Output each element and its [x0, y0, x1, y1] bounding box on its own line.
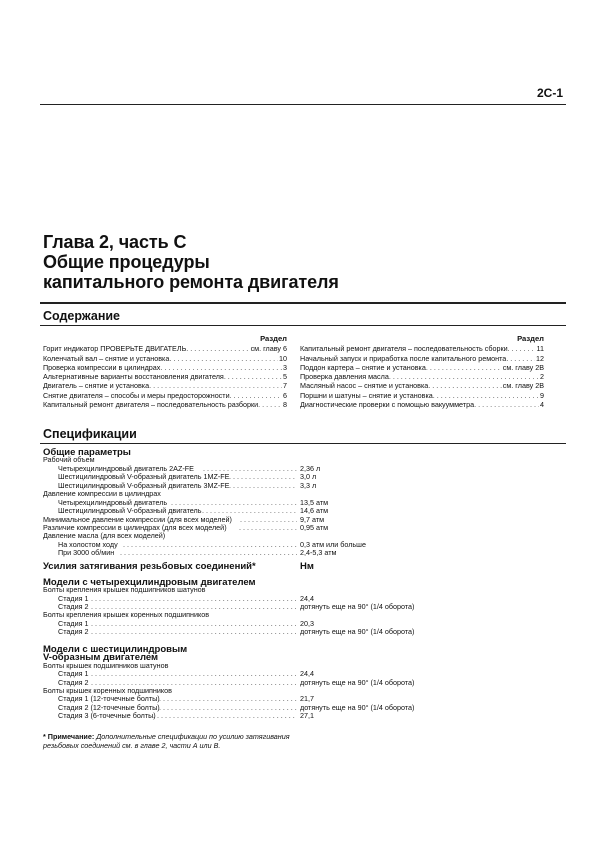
spec-label: Стадия 1 [58, 669, 89, 679]
toc-entry-ref: 9 [540, 390, 544, 400]
toc-entry[interactable] [300, 354, 544, 363]
toc-entry-label: Двигатель – снятие и установка [43, 381, 150, 391]
toc-entry-label: Капитальный ремонт двигателя – последовательность сборки [300, 344, 508, 354]
leader-dots [155, 695, 297, 703]
contents-column-header: Раздел [260, 334, 287, 343]
leader-dots [155, 704, 297, 712]
leader-dots [428, 381, 501, 390]
leader-dots [149, 712, 297, 720]
toc-entry-ref: 5 [283, 372, 287, 382]
leader-dots [91, 595, 297, 603]
toc-entry-ref: 11 [536, 344, 544, 354]
specs-rule [40, 443, 566, 444]
footnote-text: Дополнительные спецификации по усилию затягивания резьбовых соединений см. в главе 2, части А или В. [43, 732, 290, 750]
spec-label: Стадия 2 [58, 627, 89, 637]
spec-value: дотянуть еще на 90° (1/4 оборота) [300, 677, 415, 687]
spec-value: 0,3 атм или больше [300, 539, 366, 549]
spec-label: Стадия 2 (12-точечные болты) [58, 702, 160, 712]
section-subheading: Модели с четырехцилиндровым двигателем [43, 576, 256, 588]
leader-dots [160, 363, 282, 372]
toc-entry-ref: 6 [283, 390, 287, 400]
spec-label: При 3000 об/мин [58, 548, 115, 558]
spec-label: Болты крышек подшипников шатунов [43, 660, 169, 670]
spec-label: Четырехцилиндровый двигатель 2AZ-FE [58, 463, 194, 473]
leader-dots [230, 391, 282, 400]
header-rule [40, 104, 566, 105]
spec-label: Минимальное давление компрессии (для всех моделей) [43, 514, 232, 524]
toc-entry-label: Снятие двигателя – способы и меры предосторожности [43, 390, 230, 400]
toc-entry-label: Диагностические проверки с помощью вакуумметра [300, 400, 475, 410]
spec-label: Шестицилиндровый V-образный двигатель 3MZ-FE [58, 480, 230, 490]
spec-value: 20,3 [300, 618, 314, 628]
leader-dots [229, 482, 297, 490]
chapter-title-line-1: Глава 2, часть С [43, 232, 187, 252]
toc-entry-label: Горит индикатор ПРОВЕРЬТЕ ДВИГАТЕЛЬ [43, 344, 187, 354]
leader-dots [258, 400, 282, 409]
toc-entry-label: Альтернативные варианты восстановления двигателя [43, 372, 224, 382]
toc-entry[interactable] [43, 363, 287, 372]
spec-row [43, 712, 563, 720]
general-params-heading [43, 448, 563, 456]
spec-label: Болты крышек коренных подшипников [43, 685, 172, 695]
toc-entry[interactable] [43, 344, 287, 353]
footnote [43, 733, 293, 750]
spec-value: 14,6 атм [300, 506, 329, 516]
contents-rule [40, 325, 566, 326]
leader-dots [239, 524, 297, 532]
section-subheading: V-образным двигателем [43, 652, 159, 664]
toc-entry-ref: см. главу 2В [502, 362, 544, 372]
spec-value: дотянуть еще на 90° (1/4 оборота) [300, 702, 415, 712]
spec-label: Рабочий объем [43, 455, 95, 465]
section-subheading: Общие параметры [43, 447, 131, 458]
spec-label: Стадия 3 (6-точечные болты) [58, 711, 156, 721]
contents-right-column [300, 334, 544, 409]
leader-dots [389, 372, 539, 381]
toc-entry-label: Капитальный ремонт двигателя – последовательность разборки [43, 400, 259, 410]
spec-label: Стадия 1 [58, 593, 89, 603]
chapter-title-line-2: Общие процедуры [43, 252, 210, 272]
toc-entry[interactable] [300, 400, 544, 409]
spec-value: дотянуть еще на 90° (1/4 оборота) [300, 627, 415, 637]
toc-entry[interactable] [43, 391, 287, 400]
toc-entry[interactable] [43, 372, 287, 381]
toc-entry[interactable] [300, 391, 544, 400]
spec-row [43, 628, 563, 636]
spec-label: Давление компрессии в цилиндрах [43, 489, 161, 499]
spec-value: дотянуть еще на 90° (1/4 оборота) [300, 602, 415, 611]
torque-unit: Нм [300, 560, 314, 572]
toc-entry-ref: 10 [279, 353, 287, 363]
leader-dots [169, 354, 278, 363]
leader-dots [91, 670, 297, 678]
spec-label: Болты крепления крышек подшипников шатунов [43, 585, 206, 595]
spec-value: 24,4 [300, 593, 314, 603]
toc-entry-label: Начальный запуск и приработка после капитального ремонта [300, 353, 507, 363]
footnote-prefix: * Примечание: [43, 732, 95, 741]
leader-dots [506, 354, 535, 363]
spec-value: 24,4 [300, 669, 314, 679]
chapter-title-line-3: капитального ремонта двигателя [43, 272, 339, 292]
leader-dots [508, 344, 536, 353]
leader-dots [123, 541, 297, 549]
toc-entry-ref: 3 [283, 362, 287, 372]
toc-entry-ref: см. главу 2В [502, 381, 544, 391]
leader-dots [224, 372, 282, 381]
toc-entry[interactable] [43, 381, 287, 390]
specs-heading: Спецификации [43, 427, 137, 441]
title-rule [40, 302, 566, 304]
spec-value: 0,95 атм [300, 522, 329, 532]
contents-heading: Содержание [43, 309, 121, 323]
spec-label: Шестицилиндровый V-образный двигатель 1MZ-FE [58, 472, 230, 482]
spec-label: Шестицилиндровый V-образный двигатель [58, 506, 202, 516]
spec-label: Различие компрессии в цилиндрах (для всех моделей) [43, 522, 227, 532]
torque-heading-label: Усилия затягивания резьбовых соединений* [43, 560, 256, 572]
toc-entry-label: Проверка давления масла [300, 372, 389, 382]
contents-left-column [43, 334, 287, 409]
contents-column-header: Раздел [517, 334, 544, 343]
chapter-title [43, 232, 563, 292]
spec-value: 2,36 л [300, 463, 321, 473]
toc-entry-ref: 2 [540, 372, 544, 382]
toc-entry[interactable] [43, 400, 287, 409]
leader-dots [229, 473, 297, 481]
toc-entry-ref: 8 [283, 400, 287, 410]
leader-dots [91, 620, 297, 628]
spec-label: Болты крепления крышек коренных подшипников [43, 610, 210, 620]
section-subheading: Модели с шестицилиндровым [43, 643, 188, 655]
spec-label: Стадия 2 [58, 602, 89, 611]
toc-entry-label: Проверка компрессии в цилиндрах [43, 362, 161, 372]
leader-dots [433, 391, 539, 400]
toc-entry-label: Масляный насос – снятие и установка [300, 381, 429, 391]
leader-dots [426, 363, 502, 372]
spec-value: 2,4-5,3 атм [300, 548, 337, 558]
spec-value: 3,3 л [300, 480, 317, 490]
toc-entry-label: Поддон картера – снятие и установка [300, 362, 426, 372]
spec-label: Четырехцилиндровый двигатель [58, 497, 168, 507]
toc-entry-ref: 12 [536, 353, 544, 363]
spec-row [43, 549, 563, 557]
spec-label: Стадия 1 [58, 618, 89, 628]
spec-label: Давление масла (для всех моделей) [43, 531, 166, 541]
leader-dots [91, 628, 297, 636]
toc-entry[interactable] [300, 344, 544, 353]
leader-dots [240, 516, 297, 524]
page-number: 2C-1 [536, 86, 563, 100]
leader-dots [120, 549, 297, 557]
spec-label: Стадия 2 [58, 677, 89, 687]
toc-entry-label: Поршни и шатуны – снятие и установка [300, 390, 433, 400]
spec-value: 21,7 [300, 694, 314, 704]
spec-value: 27,1 [300, 711, 314, 721]
leader-dots [149, 381, 282, 390]
toc-entry-label: Коленчатый вал – снятие и установка [43, 353, 170, 363]
toc-entry[interactable] [300, 381, 544, 390]
toc-entry-ref: 4 [540, 400, 544, 410]
toc-entry-ref: см. главу 6 [250, 344, 287, 354]
leader-dots [186, 344, 249, 353]
torque-heading [43, 562, 563, 574]
toc-entry[interactable] [300, 363, 544, 372]
spec-value: 13,5 атм [300, 497, 329, 507]
spec-label: Стадия 1 (12-точечные болты) [58, 694, 160, 704]
spec-value: 9,7 атм [300, 514, 325, 524]
toc-entry-ref: 7 [283, 381, 287, 391]
spec-value: 3,0 л [300, 472, 317, 482]
spec-label: На холостом ходу [58, 539, 118, 549]
toc-entry[interactable] [300, 372, 544, 381]
toc-entry[interactable] [43, 354, 287, 363]
specs-list [43, 448, 563, 721]
leader-dots [474, 400, 539, 409]
